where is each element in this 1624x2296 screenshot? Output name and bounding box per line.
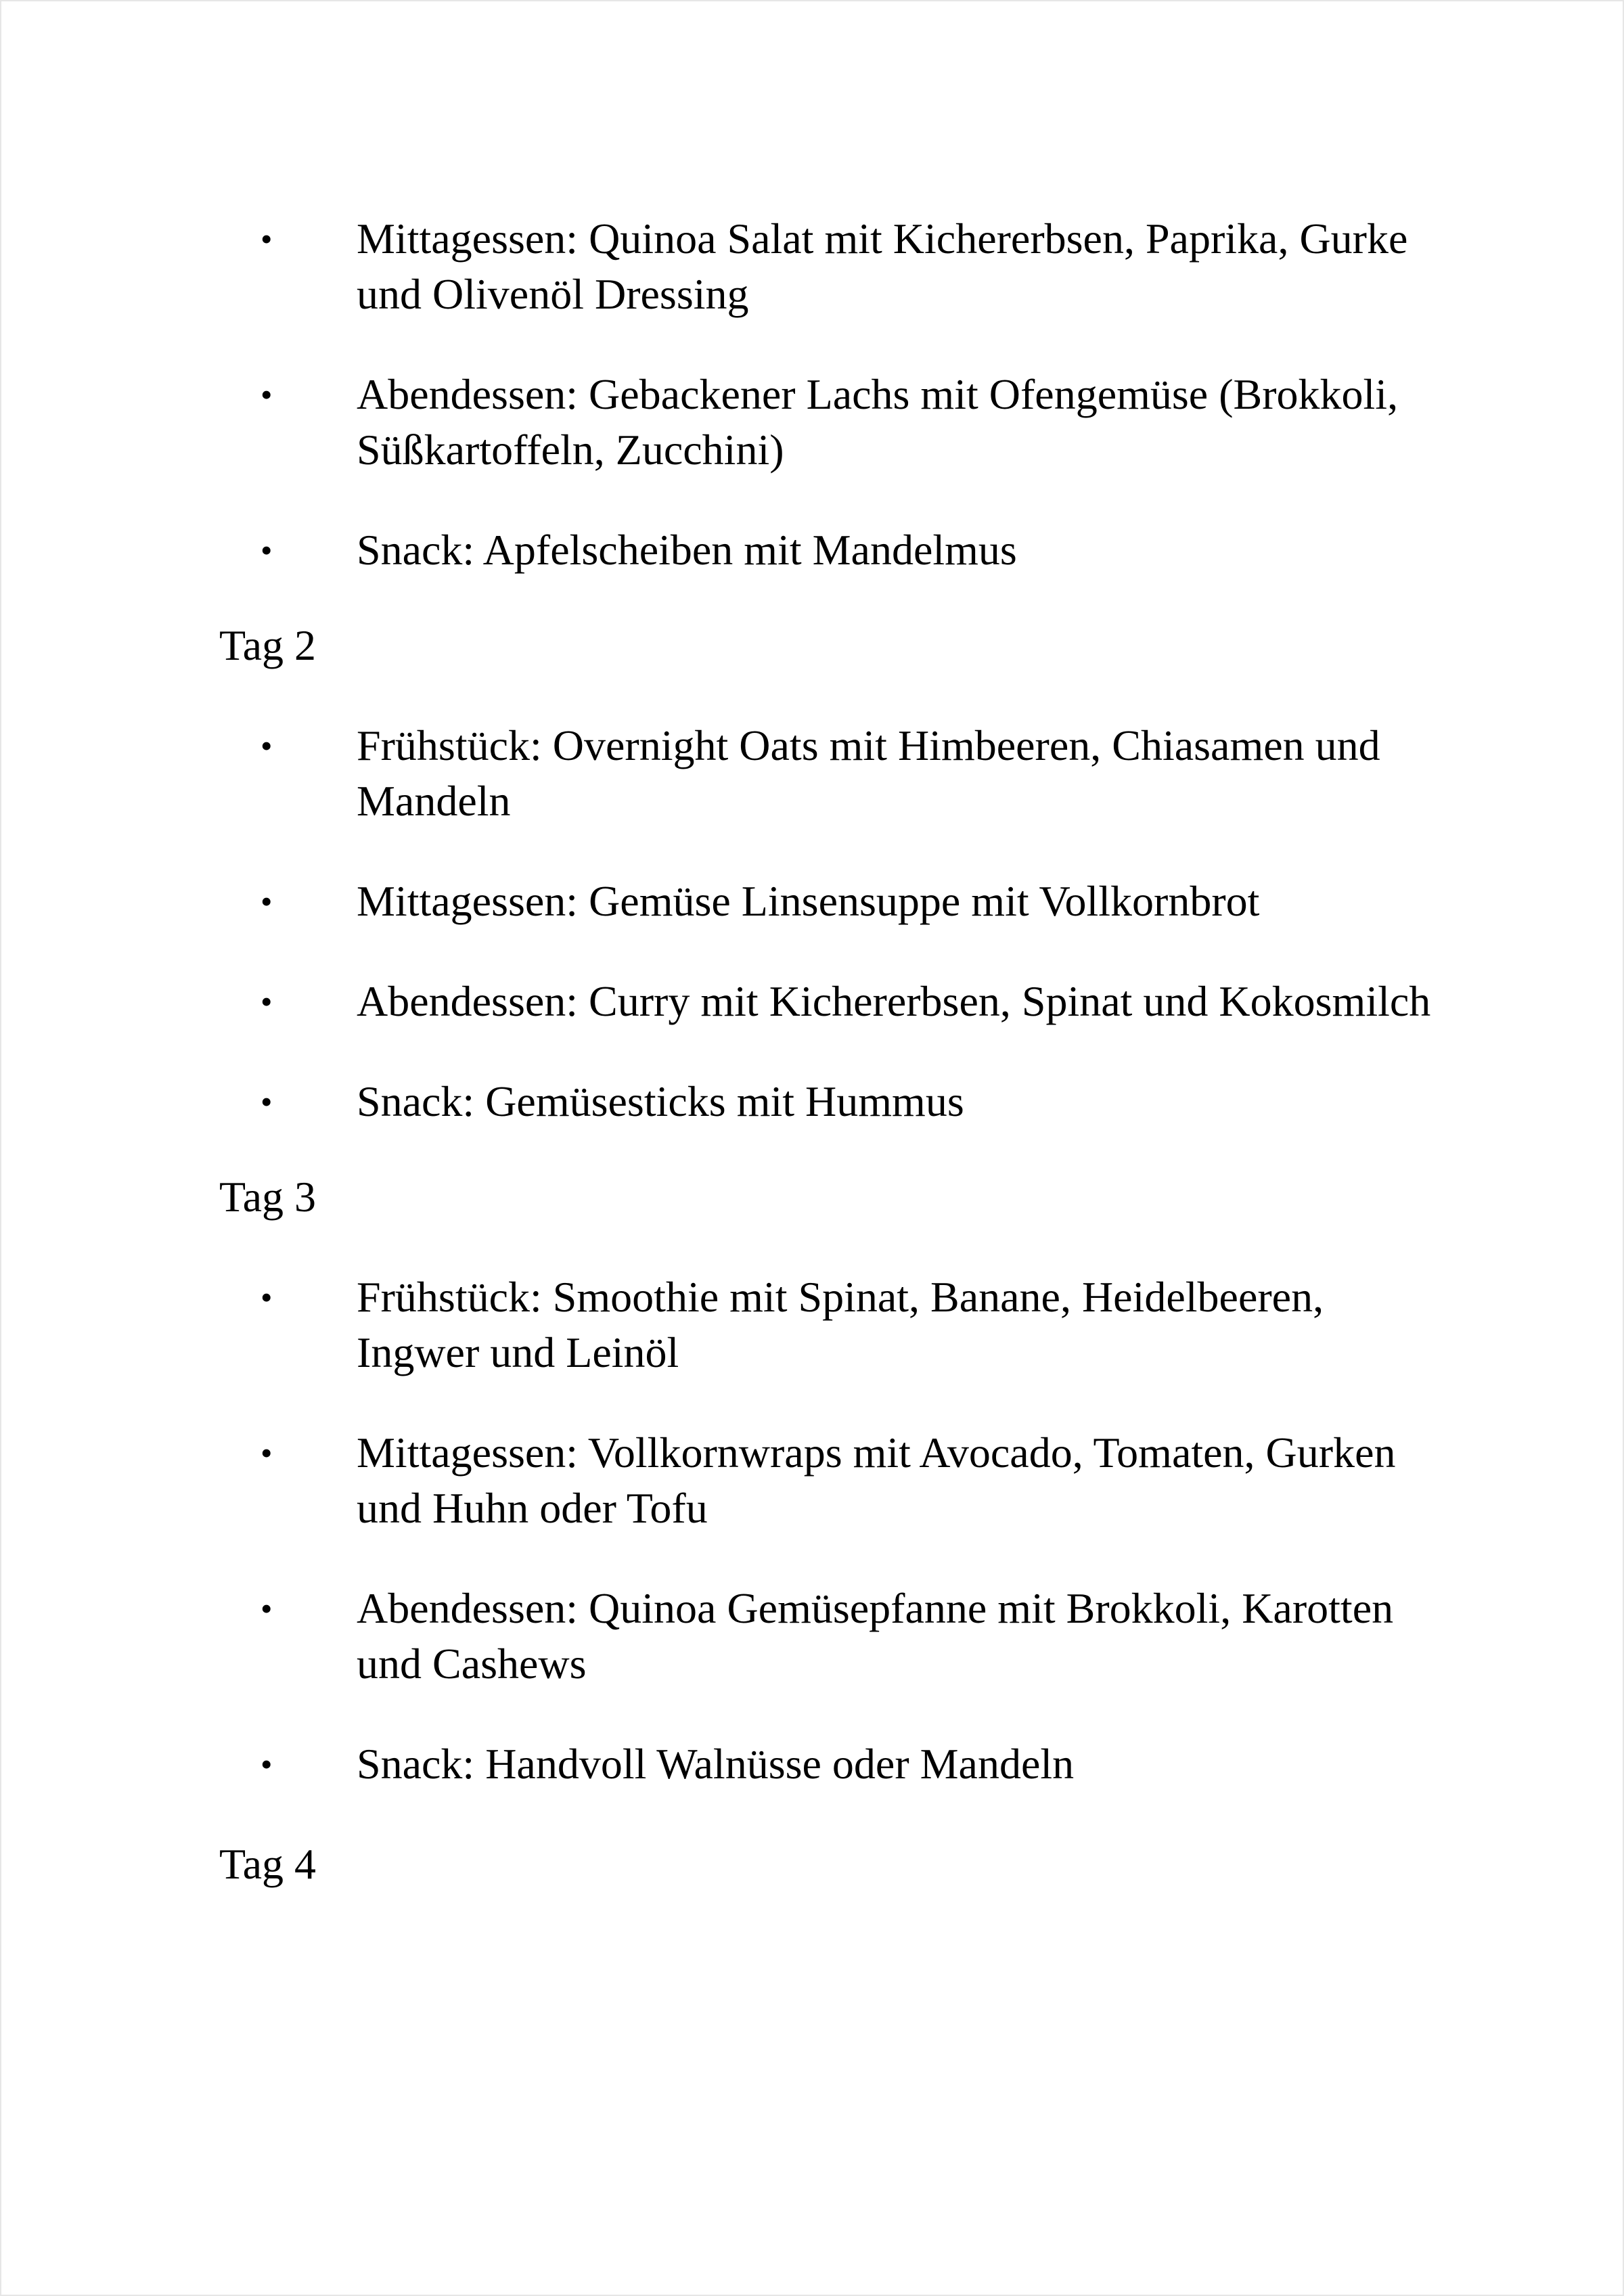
list-item [1,1269,1439,1380]
list-item [1,874,1439,929]
bullet-icon: • [261,983,273,1020]
bullet-icon: • [261,1083,273,1121]
day-heading: Tag 2 [219,621,317,669]
list-item [1,367,1439,478]
list-item-text: Mittagessen: Vollkornwraps mit Avocado, Tomaten, Gurken und Huhn oder Tofu [357,1428,1396,1532]
bullet-icon: • [261,1434,273,1472]
list-item-text: Abendessen: Quinoa Gemüsepfanne mit Brokkoli, Karotten und Cashews [357,1584,1394,1688]
list-item-text: Mittagessen: Gemüse Linsensuppe mit Vollkornbrot [357,877,1260,925]
bullet-icon: • [261,882,273,920]
bullet-icon: • [261,1278,273,1316]
bullet-icon: • [261,376,273,413]
bullet-icon: • [261,531,273,569]
list-item [1,1581,1439,1692]
list-item-text: Abendessen: Gebackener Lachs mit Ofengemüse (Brokkoli, Süßkartoffeln, Zucchini) [357,370,1399,474]
list-item-text: Snack: Handvoll Walnüsse oder Mandeln [357,1740,1075,1788]
bullet-icon: • [261,1590,273,1627]
list-item-text: Frühstück: Overnight Oats mit Himbeeren, Chiasamen und Mandeln [357,721,1380,825]
list-item-text: Snack: Gemüsesticks mit Hummus [357,1077,964,1125]
list-item-text: Abendessen: Curry mit Kichererbsen, Spinat und Kokosmilch [357,977,1431,1025]
list-item [1,1425,1439,1536]
list-item [1,718,1439,829]
list-item-text: Mittagessen: Quinoa Salat mit Kichererbsen, Paprika, Gurke und Olivenöl Dressing [357,215,1408,318]
list-item [1,522,1439,578]
list-item [1,974,1439,1029]
list-item [1,1736,1439,1792]
list-item-text: Frühstück: Smoothie mit Spinat, Banane, Heidelbeeren, Ingwer und Leinöl [357,1273,1324,1376]
day-heading: Tag 4 [219,1840,317,1888]
list-item [1,211,1439,322]
bullet-icon: • [261,1745,273,1783]
list-item [1,1074,1439,1129]
document-body [1,211,1624,1937]
bullet-icon: • [261,727,273,765]
list-item-text: Snack: Apfelscheiben mit Mandelmus [357,526,1017,574]
day-heading: Tag 3 [219,1173,317,1221]
bullet-icon: • [261,220,273,258]
